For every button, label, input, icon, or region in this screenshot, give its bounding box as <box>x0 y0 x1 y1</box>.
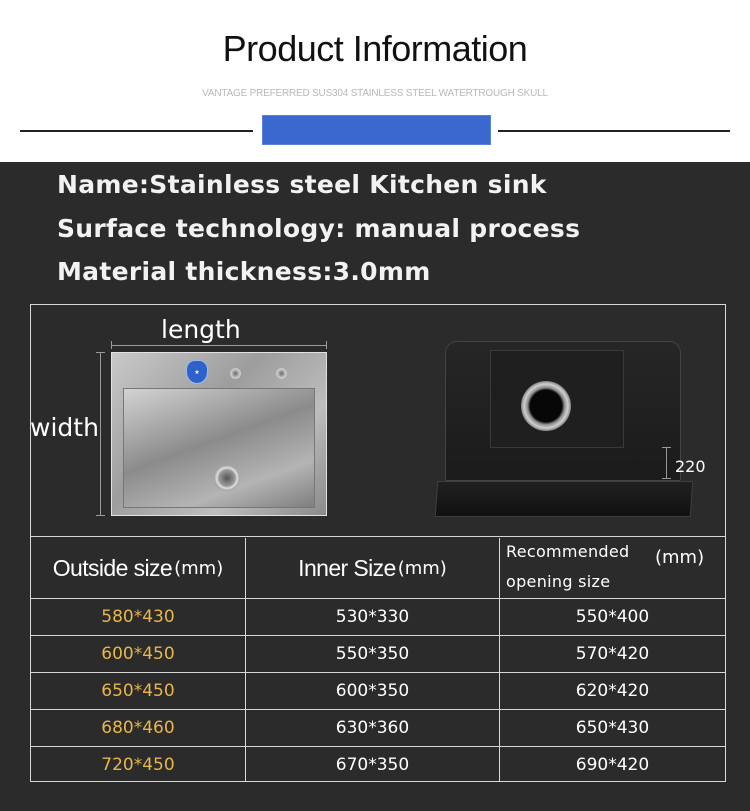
header-outside-size <box>31 538 246 598</box>
page-subtitle: VANTAGE PREFERRED SUS304 STAINLESS STEEL WATERTROUGH SKULL <box>202 88 548 99</box>
width-label: width <box>30 413 99 442</box>
header-recommended-unit: (mm) <box>655 547 705 568</box>
table-row <box>31 598 725 635</box>
header-outside-unit: (mm) <box>174 557 224 579</box>
table-row <box>31 635 725 672</box>
length-dimension-line <box>111 345 327 346</box>
accent-bar <box>262 115 491 145</box>
header-recommended-line2: opening size <box>506 572 611 591</box>
depth-label: 220 <box>675 457 706 476</box>
opening-size-cell: 620*420 <box>575 681 650 701</box>
opening-size-cell: 690*420 <box>575 754 650 775</box>
table-row <box>31 672 725 709</box>
outside-size-cell: 720*450 <box>31 747 246 782</box>
width-dimension-line <box>100 352 101 516</box>
outside-size-cell: 680*460 <box>31 710 246 746</box>
header-inner-unit: (mm) <box>397 557 447 579</box>
brand-logo-icon: ★ <box>186 360 208 384</box>
inner-size-cell: 630*360 <box>246 710 500 746</box>
inner-size-cell: 550*350 <box>246 636 500 672</box>
sink-top-view-image <box>111 352 327 516</box>
header-inner-label: Inner Size <box>298 554 396 581</box>
spec-frame <box>30 304 726 782</box>
info-thickness: Material thickness:3.0mm <box>57 257 431 286</box>
depth-tick-top <box>662 447 671 448</box>
inner-size-cell: 670*350 <box>246 747 500 782</box>
page-title: Product Information <box>222 28 528 69</box>
length-label: length <box>161 315 241 344</box>
sink-basin <box>123 388 315 508</box>
inner-size-cell: 530*330 <box>246 599 500 635</box>
header-outside-label: Outside size <box>52 554 173 581</box>
inner-size-cell: 600*350 <box>246 673 500 709</box>
opening-size-cell: 650*430 <box>575 718 650 738</box>
drain-icon <box>214 465 240 491</box>
width-tick-bottom <box>96 515 105 516</box>
outside-size-cell: 580*430 <box>31 599 246 635</box>
header-recommended-size <box>500 538 725 598</box>
table-row <box>31 709 725 746</box>
header-inner-size <box>246 538 500 598</box>
header <box>0 0 750 162</box>
info-name: Name:Stainless steel Kitchen sink <box>57 170 547 199</box>
header-recommended-line1: Recommended <box>506 542 630 561</box>
divider-left <box>20 130 253 132</box>
depth-dimension-line <box>666 447 667 479</box>
length-tick-left <box>111 341 112 349</box>
faucet-hole-icon <box>276 368 287 379</box>
table-header-row <box>31 538 725 598</box>
outside-size-cell: 650*450 <box>31 673 246 709</box>
sink-flange <box>435 481 694 517</box>
bottom-drain-icon <box>521 381 571 431</box>
opening-size-cell: 570*420 <box>575 644 650 664</box>
opening-size-cell: 550*400 <box>575 607 650 627</box>
faucet-hole-icon <box>230 368 241 379</box>
info-surface: Surface technology: manual process <box>57 214 581 243</box>
divider-right <box>498 130 730 132</box>
table-row <box>31 746 725 782</box>
depth-tick-bottom <box>662 478 671 479</box>
product-images <box>31 305 725 537</box>
length-tick-right <box>326 341 327 349</box>
width-tick-top <box>96 352 105 353</box>
outside-size-cell: 600*450 <box>31 636 246 672</box>
